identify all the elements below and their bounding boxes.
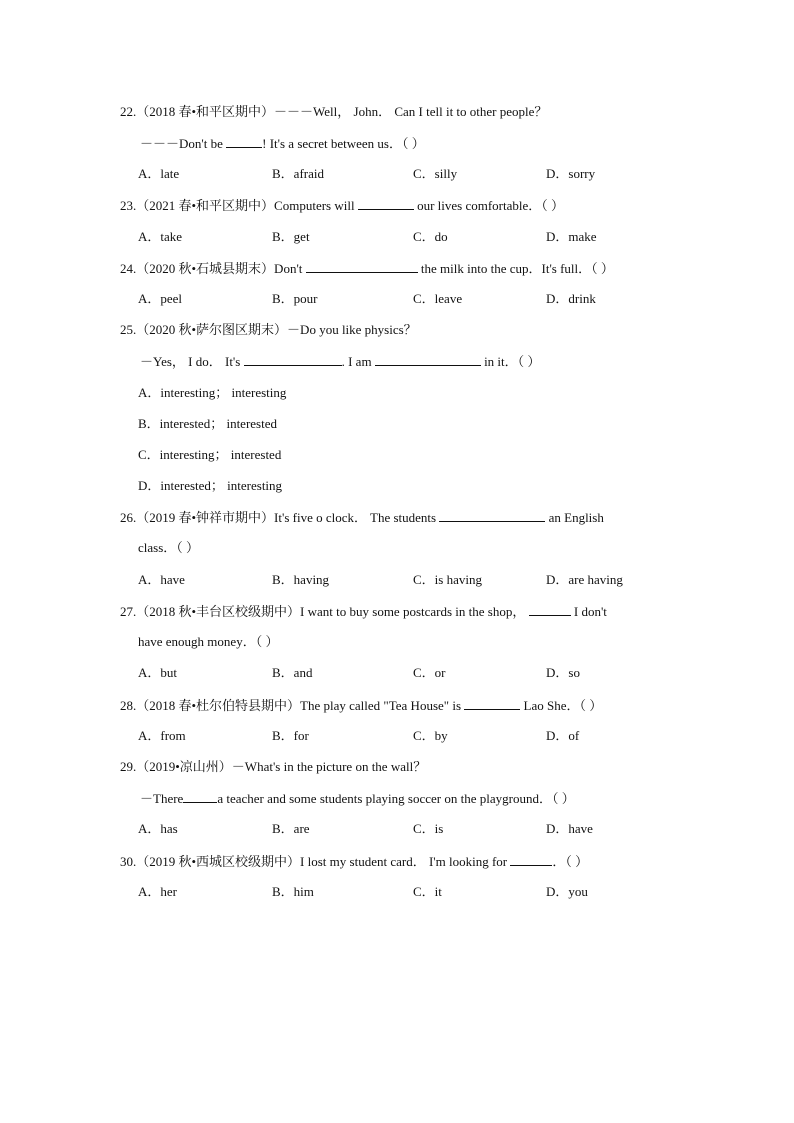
- option-c[interactable]: C．silly: [413, 166, 458, 181]
- answer-blank[interactable]: [529, 603, 571, 616]
- question-22-line2: －－－Don't be ! It's a secret between us．（ ）: [140, 136, 425, 151]
- option-d[interactable]: D．you: [546, 884, 588, 899]
- option-b[interactable]: B．for: [272, 728, 309, 743]
- answer-blank[interactable]: [226, 135, 262, 148]
- option-b[interactable]: B．afraid: [272, 166, 324, 181]
- question-29-stem: 29.（2019•凉山州）－What's in the picture on the wall？: [120, 759, 427, 774]
- option-c[interactable]: C．is: [413, 821, 444, 836]
- option-d[interactable]: D．so: [546, 665, 580, 680]
- answer-blank[interactable]: [510, 853, 552, 866]
- answer-blank[interactable]: [464, 697, 520, 710]
- option-c[interactable]: C．interesting； interested: [138, 447, 282, 462]
- question-30-stem: 30.（2019 秋•西城区校级期中）I lost my student card． I'm looking for ．（ ）: [120, 854, 589, 869]
- option-b[interactable]: B．interested； interested: [138, 416, 277, 431]
- option-b[interactable]: B．him: [272, 884, 314, 899]
- option-a[interactable]: A．peel: [138, 291, 183, 306]
- option-c[interactable]: C．leave: [413, 291, 463, 306]
- question-28-stem: 28.（2018 春•杜尔伯特县期中）The play called "Tea House" is Lao She．（ ）: [120, 698, 603, 713]
- option-d[interactable]: D．of: [546, 728, 580, 743]
- option-d[interactable]: D．are having: [546, 572, 623, 587]
- answer-blank[interactable]: [306, 260, 418, 273]
- option-a[interactable]: A．from: [138, 728, 186, 743]
- option-a[interactable]: A．take: [138, 229, 183, 244]
- question-29-line2: －There a teacher and some students playing soccer on the playground．（ ）: [140, 791, 575, 806]
- option-a[interactable]: A．late: [138, 166, 180, 181]
- option-b[interactable]: B．pour: [272, 291, 318, 306]
- option-b[interactable]: B．get: [272, 229, 310, 244]
- option-a[interactable]: A．but: [138, 665, 178, 680]
- answer-blank-1[interactable]: [244, 353, 342, 366]
- option-d[interactable]: D．have: [546, 821, 593, 836]
- question-26-stem: 26.（2019 春•钟祥市期中）It's five o clock． The students an English: [120, 510, 604, 525]
- answer-blank[interactable]: [183, 790, 217, 803]
- option-d[interactable]: D．drink: [546, 291, 596, 306]
- option-b[interactable]: B．are: [272, 821, 310, 836]
- question-27-stem: 27.（2018 秋•丰台区校级期中）I want to buy some postcards in the shop， I don't: [120, 604, 607, 619]
- option-d[interactable]: D．make: [546, 229, 597, 244]
- option-c[interactable]: C．it: [413, 884, 442, 899]
- option-b[interactable]: B．having: [272, 572, 330, 587]
- option-c[interactable]: C．do: [413, 229, 448, 244]
- question-23-stem: 23.（2021 春•和平区期中）Computers will our lives comfortable．（ ）: [120, 198, 565, 213]
- option-d[interactable]: D．sorry: [546, 166, 596, 181]
- answer-blank[interactable]: [358, 197, 414, 210]
- option-c[interactable]: C．or: [413, 665, 446, 680]
- option-a[interactable]: A．her: [138, 884, 177, 899]
- option-a[interactable]: A．have: [138, 572, 185, 587]
- answer-blank[interactable]: [439, 509, 545, 522]
- question-24-stem: 24.（2020 秋•石城县期末）Don't the milk into the cup．It's full．（ ）: [120, 261, 614, 276]
- question-27-line2: have enough money．（ ）: [138, 634, 279, 649]
- question-25-line2: －Yes， I do． It's . I am in it．（ ）: [140, 354, 541, 369]
- option-c[interactable]: C．by: [413, 728, 448, 743]
- question-22-stem: 22.（2018 春•和平区期中）－－－Well， John． Can I tell it to other people？: [120, 104, 548, 119]
- option-a[interactable]: A．interesting； interesting: [138, 385, 287, 400]
- question-25-stem: 25.（2020 秋•萨尔图区期末）－Do you like physics？: [120, 322, 417, 337]
- question-26-line2: class．（ ）: [138, 540, 200, 555]
- option-b[interactable]: B．and: [272, 665, 313, 680]
- answer-blank-2[interactable]: [375, 353, 481, 366]
- option-d[interactable]: D．interested； interesting: [138, 478, 283, 493]
- option-c[interactable]: C．is having: [413, 572, 482, 587]
- option-a[interactable]: A．has: [138, 821, 178, 836]
